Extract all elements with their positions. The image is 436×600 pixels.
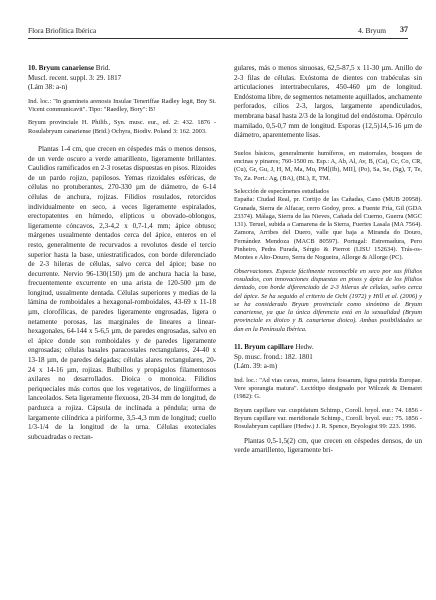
species-11-type-locality: Ind. loc.: "Ad vias cavas, muros, latera fossarum, ligna putrida Europae. Vere sporangia matura". Lectótipo designado por Wilczek & Demaret (1982): G.: [234, 376, 422, 401]
species-author: Brid.: [94, 64, 111, 72]
species-11-plate-ref: (Lám. 39: a-m): [234, 362, 278, 371]
habitat-distribution: Suelos básicos, generalmente humíferos, en matorrales, bosques de encinas y pinares; 760-1500 m. Esp.: A, Ab, Al, Av, B, (Ca), Cc, Co, CR, (Cu), Gr, Gu, J, H, M, Ma, Mu, PM[(Ib), MII], (Po), Sa, Se, (Sg), T, Te, To, Za. Port.: Ag, (BA), (BL), E, TM.: [234, 149, 422, 182]
species-publication: Muscl. recent. suppl. 3: 29. 1817: [28, 73, 122, 82]
species-11-publication: Sp. musc. frond.: 182. 1801: [234, 352, 313, 361]
type-locality: Ind. loc.: "In gramineis arenosis Insulae Teneriffae Radley legit, Bny St. Vicent communicavit". Tipo: "Raedley, Bory": B!: [28, 97, 216, 114]
specimens-heading: Selección de especímenes estudiados: [234, 187, 329, 195]
synonyms: Bryum provinciale H. Philib., Syn. musc. eur., ed. 2: 432. 1876 - Rosulabryum canariense (Brid.) Ochyra, Biodiv. Poland 3: 162. 2003.: [28, 119, 216, 135]
species-11-title: 11. Bryum capillare: [234, 342, 294, 351]
right-column: [234, 64, 422, 456]
species-plate-ref: (Lám 38: a-n): [28, 83, 68, 92]
header-book-title: Flora Briofítica Ibérica: [28, 26, 97, 35]
species-11-synonyms: Bryum capillare var. cuspidatum Schimp., Coroll. bryol. eur.: 74. 1856 - Bryum capillare var. meridionale Schimp., Coroll. bryol. eur.: 75. 1856 - Rosulabryum capillare (Hedw.) J. R. Spence, Bryologist 99: 223. 1996.: [234, 406, 422, 431]
specimens-list: España: Ciudad Real, pr. Cortijo de las Cañadas, Cano (MUB 20958). Granada, Sierra de Alfacar, cerro Godoy, prox. a Fuente Fría, Gil (GDA 23374). Málaga, Sierra de las Nieves, Cañada del Cuerno, Guerra (MGC 131). Teruel, subida a Camarena de la Sierra, Fuertes Lasala (MA 7564). Zamora, Arribes del Duero, valle que baja a Miranda do Douro, Fernández Mendoza (MACB 80597). Portugal: Estremadura, Pero Pinheiro, Pedra Furada, Sérgio & Pierrot (LISU 152634). Trás-os-Montes e Alto-Douro, Serra de Nogueira, Allorge & Allorge (PC).: [234, 196, 422, 262]
running-header: [28, 24, 408, 39]
species-11-heading: [234, 343, 422, 353]
header-genus: 4. Bryum: [358, 26, 386, 35]
species-title: 10. Bryum canariense: [28, 64, 95, 72]
left-column: [28, 64, 216, 442]
description-continued: gulares, más o menos sinuosas, 62,5-87,5 x 11-30 µm. Anillo de 2-3 filas de células. Exóstoma de dientes con trabéculas sin articulaciones intertrabeculares, 450-460 µm de longitud. Endóstoma libre, de segmentos netamente aquillados, anchamente perforados, cilios 2-3, largos, largamente apendiculados, membrana basal hasta 2/3 de la longitud del endóstoma. Opérculo mamilado, 0,5-0,7 mm de longitud. Esporas (12,5)14,5-16 µm de diámetro, aparentemente lisas.: [234, 64, 422, 140]
species-11-author: Hedw.: [293, 342, 314, 351]
species-heading: [28, 64, 216, 74]
description: Plantas 1-4 cm, que crecen en céspedes más o menos densos, de un verde oscuro a verde amarillento, ligeramente brillantes. Caulidios ramificados en 2-3 rosetas dispuestas en pisos. Rizoides de un pardo rojizo, papilosos. Yemas rizoidales esféricas, de células no protuberantes, 270-330 µm de diámetro, de 6-14 células de anchura, rojizas. Filidios rosulados, retorcidos individualmente en seco, a veces ligeramente espiralados, erectopatentes en húmedo, elípticos u obovado-oblongos, ligeramente cóncavos, 2,3-4,2 x 0,7-1,4 mm; ápice obtuso; márgenes usualmente dentados cerca del ápice, enteros en el resto, generalmente de recurvados a revolutos desde el tercio superior hasta la base, uniestratificados, con borde diferenciado de 2-3 hileras de células, salvo cerca del ápice; base no decurrente. Nervio 96-130(150) µm de anchura hacia la base, frecuentemente excurrente en una arista de 120-500 µm de longitud, usualmente dentada. Células superiores y medias de la lámina de romboidales a hexagonal-romboidales, 43-69 x 11-18 µm, clorofílicas, de paredes ligeramente engrosadas, ligera o netamente porosas, las marginales de lineares a linear-hexagonales, 64-144 x 5-6,5 µm, de paredes engrosadas, salvo en el ápice donde son romboidales y de paredes ligeramente engrosadas; células basales paracostales rectangulares, 24-40 x 13-18 µm, de paredes delgadas; células alares rectangulares, 20-24 x 14-16 µm, rojizas. Bulbillos y propágulos filamentosos axilares no desarrollados. Dioica o monoica. Filidios periqueciales más cortos que los vegetativos, de lingüiformes a lanceolados. Seta ligeramente flexuosa, 20-34 mm de longitud, de parduzca a rojiza. Cápsula de inclinada a péndula; urna de largamente cilíndrica a piriforme, 3,5-4,3 mm de longitud; cuello 1/3-1/4 de la longitud de la urna. Células exoteciales subcuadradas o rectan-: [28, 144, 216, 441]
species-11-description: Plantas 0,5-1,5(2) cm, que crecen en céspedes densos, de un verde amarillento, ligeramente bri-: [234, 436, 422, 455]
observations: Observaciones. Especie fácilmente reconocible en seco por sus filidios rosulados, con innovaciones dispuestas en pisos y ápice de los filidios dentado, con borde diferenciado de 2-3 hileras de células, salvo cerca del ápice. Se ha seguido el criterio de Ochi (1972) y Hill et al. (2006) y se ha considerado Bryum provinciale como sinónimo de Bryum canariense, ya que la única diferencia está en la sexualidad (Bryum provinciale es dioico y B. canariense dioico). Ambas posibilidades se dan en la Península Ibérica.: [234, 267, 422, 333]
page-number: 37: [400, 25, 408, 34]
